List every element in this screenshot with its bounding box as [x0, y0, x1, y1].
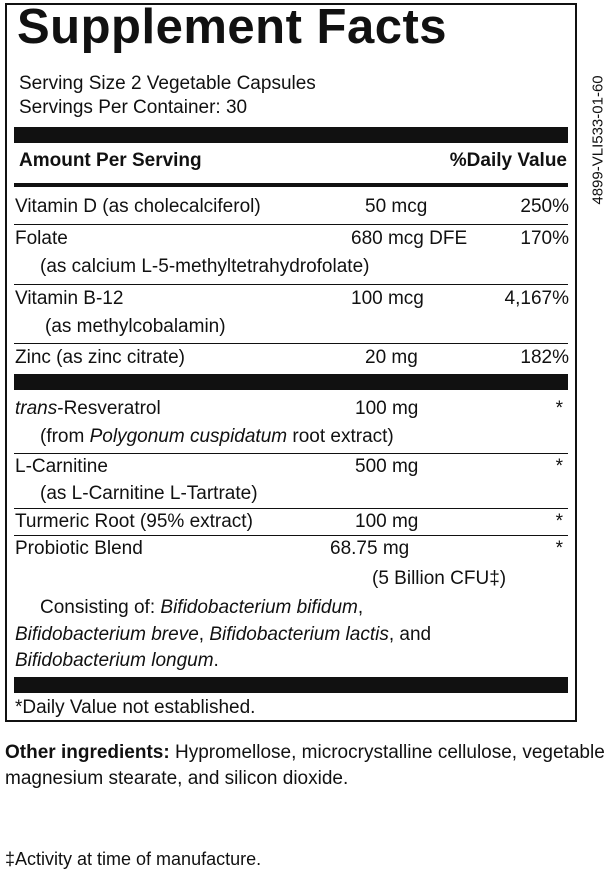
ingredient-dv: *: [555, 398, 563, 419]
nutrient-name: Folate: [15, 228, 68, 249]
thick-divider: [14, 677, 568, 693]
medium-divider: [14, 183, 568, 187]
ingredient-name: L-Carnitine: [15, 456, 108, 477]
punct: ,: [198, 624, 210, 645]
row-divider: [14, 343, 568, 344]
species: Bifidobacterium lactis: [209, 624, 389, 645]
punct: .: [213, 650, 219, 671]
nutrient-name: Vitamin D (as cholecalciferol): [15, 196, 261, 217]
blend-line-3: [15, 650, 219, 672]
blend-prefix: Consisting of:: [40, 597, 161, 618]
blend-line-2: [15, 624, 431, 646]
nutrient-dv: 4,167%: [504, 288, 569, 309]
ingredient-amount: 100 mg: [355, 398, 419, 419]
thick-divider: [14, 127, 568, 143]
punct: , and: [388, 624, 432, 645]
other-ingredients-label: Other ingredients:: [5, 742, 170, 763]
blend-line-1: [40, 597, 363, 619]
ingredient-amount: 68.75 mg: [330, 538, 410, 559]
row-divider: [14, 284, 568, 285]
serving-size: Serving Size 2 Vegetable Capsules: [19, 73, 316, 94]
nutrient-dv: 182%: [520, 347, 569, 368]
nutrient-amount: 100 mcg: [351, 288, 424, 309]
nutrient-amount: 50 mcg: [365, 196, 428, 217]
other-ingredients-text: Hypromellose, microcrystalline cellulose, vegetable magnesium stearate, and silicon dioxide.: [5, 742, 605, 789]
nutrient-source: (as methylcobalamin): [45, 316, 226, 337]
source-suffix: root extract): [287, 426, 394, 447]
ingredient-name: Probiotic Blend: [15, 538, 143, 559]
ingredient-dv: *: [555, 511, 563, 532]
supplement-facts-panel: [5, 0, 577, 722]
nutrient-source: (as calcium L-5-methyltetrahydrofolate): [40, 256, 370, 277]
panel-title: Supplement Facts: [17, 0, 448, 54]
product-code-text: 4899-VLI533-01-60: [589, 75, 607, 205]
punct: ,: [357, 597, 364, 618]
nutrient-dv: 250%: [520, 196, 569, 217]
amount-per-serving-header: Amount Per Serving: [19, 150, 202, 171]
ingredient-source: [40, 426, 394, 448]
nutrient-amount: 680 mcg DFE: [351, 228, 468, 249]
species: Bifidobacterium breve: [15, 624, 199, 645]
source-prefix: (from: [40, 426, 90, 447]
nutrient-name: Zinc (as zinc citrate): [15, 347, 185, 368]
species: Bifidobacterium bifidum: [160, 597, 358, 618]
ingredient-dv: *: [555, 456, 563, 477]
source-species: Polygonum cuspidatum: [89, 426, 288, 447]
nutrient-name: Vitamin B-12: [15, 288, 124, 309]
row-divider: [14, 535, 568, 536]
daily-value-header: %Daily Value: [449, 150, 567, 171]
row-divider: [14, 508, 568, 509]
species: Bifidobacterium longum: [15, 650, 214, 671]
other-ingredients: [5, 740, 605, 792]
servings-per-container: Servings Per Container: 30: [19, 97, 248, 118]
ingredient-dv: *: [555, 538, 563, 559]
name-rest: -Resveratrol: [57, 398, 161, 419]
row-divider: [14, 453, 568, 454]
nutrient-amount: 20 mg: [365, 347, 418, 368]
thick-divider: [14, 374, 568, 390]
ingredient-amount: 100 mg: [355, 511, 419, 532]
ingredient-source: (as L-Carnitine L-Tartrate): [40, 483, 258, 504]
ingredient-name: Turmeric Root (95% extract): [15, 511, 253, 532]
ingredient-name: [15, 398, 161, 420]
italic-prefix: trans: [15, 398, 58, 419]
product-code: [588, 20, 608, 260]
nutrient-dv: 170%: [520, 228, 569, 249]
footnote: *Daily Value not established.: [15, 697, 256, 718]
activity-note: ‡Activity at time of manufacture.: [5, 849, 262, 869]
probiotic-cfu: (5 Billion CFU‡): [372, 568, 507, 589]
row-divider: [14, 224, 568, 225]
ingredient-amount: 500 mg: [355, 456, 419, 477]
